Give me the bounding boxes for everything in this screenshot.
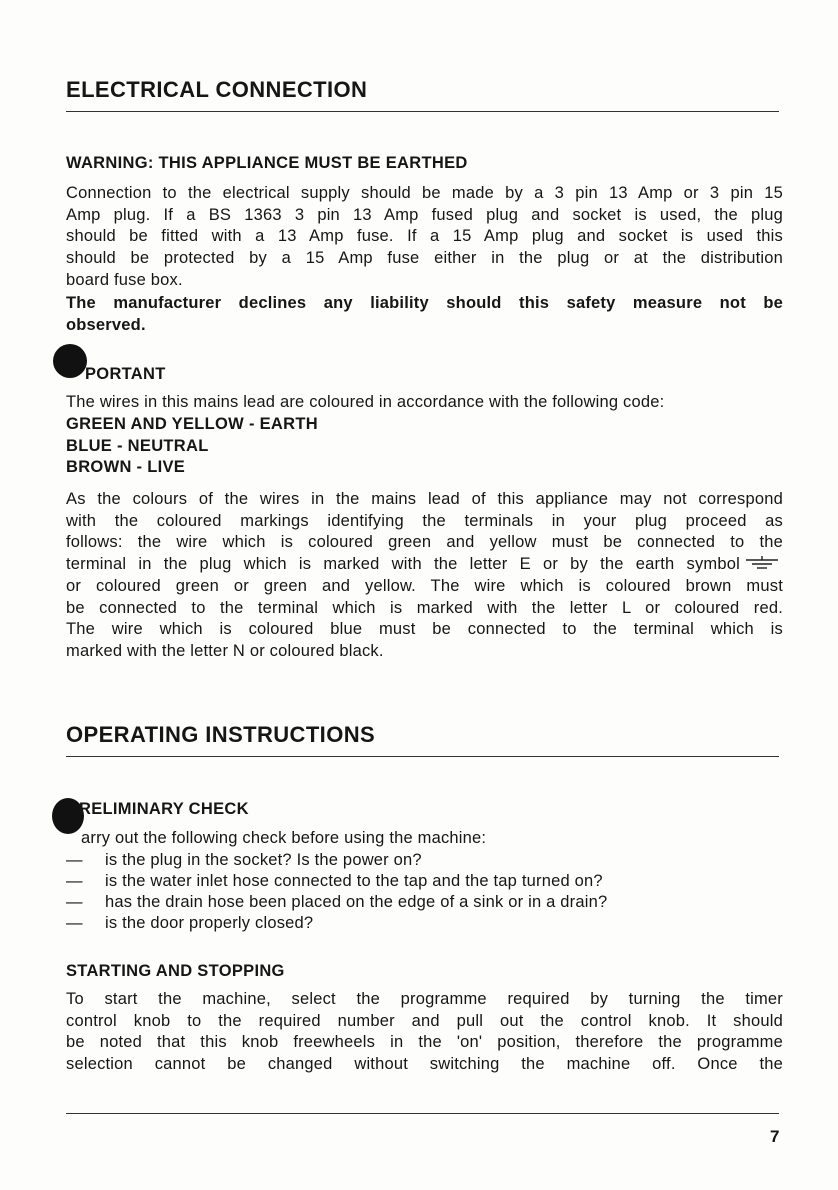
starting-paragraph [66, 989, 783, 1076]
page-number: 7 [770, 1127, 780, 1146]
check-text: is the water inlet hose connected to the tap and the tap turned on? [105, 872, 603, 890]
text-line: arry out the following check before using the machine: [81, 829, 487, 847]
ink-blot-icon [53, 344, 87, 378]
text-line: Amp plug. If a BS 1363 3 pin 13 Amp fused plug and socket is used, the plug [66, 205, 783, 224]
text-line: control knob to the required number and pull out the control knob. It should [66, 1011, 783, 1030]
text-line: should be protected by a 15 Amp fuse either in the plug or at the distribution [66, 249, 783, 268]
text-line: be connected to the terminal which is marked with the letter L or coloured red. [66, 598, 783, 617]
supply-paragraph [66, 183, 783, 292]
check-text: has the drain hose been placed on the edge of a sink or in a drain? [105, 893, 608, 911]
text-line: with the coloured markings identifying the terminals in your plug proceed as [66, 511, 783, 530]
dash-marker: — [66, 914, 83, 932]
wires-intro [66, 392, 783, 414]
starting-heading: STARTING AND STOPPING [66, 962, 285, 980]
text-line: To start the machine, select the programme required by turning the timer [66, 990, 783, 1008]
check-text: is the plug in the socket? Is the power on? [105, 851, 422, 869]
text-line: marked with the letter N or coloured black. [66, 641, 384, 660]
warning-heading: WARNING: THIS APPLIANCE MUST BE EARTHED [66, 154, 468, 172]
important-heading: PORTANT [85, 365, 166, 383]
text-line: follows: the wire which is coloured green and yellow must be connected to the [66, 533, 783, 552]
text-line: The wire which is coloured blue must be connected to the terminal which is [66, 620, 783, 639]
list-item [66, 871, 607, 892]
text-line: Connection to the electrical supply should be made by a 3 pin 13 Amp or 3 pin 15 [66, 184, 783, 202]
text-line: or coloured green or green and yellow. The wire which is coloured brown must [66, 576, 783, 595]
check-list [66, 850, 607, 934]
text-line: The wires in this mains lead are coloured in accordance with the following code: [66, 393, 665, 411]
footer-rule [66, 1113, 779, 1114]
electrical-heading: ELECTRICAL CONNECTION [66, 77, 368, 102]
text-line: should be fitted with a 13 Amp fuse. If a 15 Amp plug and socket is used this [66, 227, 783, 246]
list-item [66, 892, 607, 913]
heading-rule [66, 111, 779, 112]
list-item [66, 913, 607, 934]
text-line: selection cannot be changed without switching the machine off. Once the [66, 1055, 783, 1074]
preliminary-intro [81, 828, 681, 850]
wire-code-list [66, 414, 318, 479]
earth-symbol-icon [745, 555, 779, 571]
text-line: terminal in the plug which is marked with the letter E or by the earth symbol [66, 555, 740, 574]
text-line: observed. [66, 315, 146, 334]
wire-code: BROWN - LIVE [66, 458, 186, 477]
list-item [66, 850, 607, 871]
operating-heading: OPERATING INSTRUCTIONS [66, 722, 376, 747]
wire-code: GREEN AND YELLOW - EARTH [66, 415, 318, 433]
text-line: be noted that this knob freewheels in the 'on' position, therefore the programme [66, 1033, 783, 1052]
text-line: The manufacturer declines any liability should this safety measure not be [66, 294, 783, 312]
check-text: is the door properly closed? [105, 914, 314, 932]
preliminary-heading: RELIMINARY CHECK [79, 800, 249, 818]
liability-paragraph [66, 293, 783, 336]
dash-marker: — [66, 893, 83, 911]
dash-marker: — [66, 872, 83, 890]
wire-code: BLUE - NEUTRAL [66, 436, 209, 455]
text-line: As the colours of the wires in the mains lead of this appliance may not correspond [66, 490, 783, 508]
dash-marker: — [66, 851, 83, 869]
colours-paragraph [66, 489, 783, 663]
heading-rule [66, 756, 779, 757]
text-line: board fuse box. [66, 270, 183, 289]
